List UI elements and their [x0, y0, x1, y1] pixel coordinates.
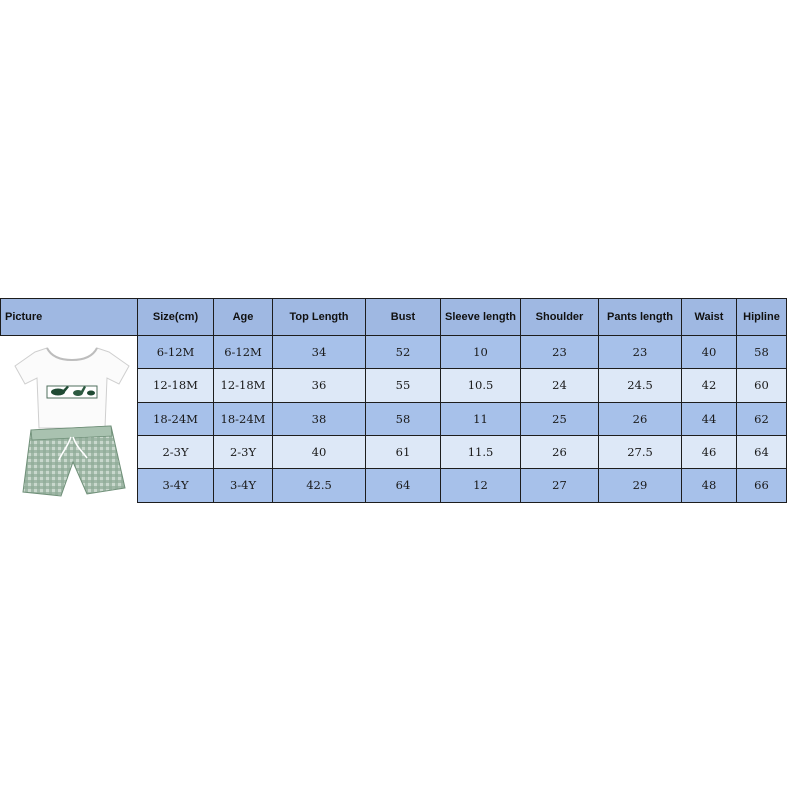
cell-size: 3-4Y	[138, 469, 214, 502]
cell-sleeve-length: 10	[441, 336, 521, 369]
cell-shoulder: 26	[521, 435, 599, 468]
cell-shoulder: 24	[521, 369, 599, 402]
cell-bust: 64	[366, 469, 441, 502]
header-shoulder: Shoulder	[521, 299, 599, 336]
header-row	[1, 299, 787, 336]
cell-top-length: 42.5	[273, 469, 366, 502]
cell-sleeve-length: 12	[441, 469, 521, 502]
cell-hipline: 64	[737, 435, 787, 468]
cell-sleeve-length: 10.5	[441, 369, 521, 402]
cell-top-length: 40	[273, 435, 366, 468]
cell-waist: 48	[682, 469, 737, 502]
header-hipline: Hipline	[737, 299, 787, 336]
header-sleeve-length: Sleeve length	[441, 299, 521, 336]
tshirt-and-shorts-image	[1, 336, 137, 502]
header-picture: Picture	[1, 299, 138, 336]
cell-age: 2-3Y	[214, 435, 273, 468]
cell-pants-length: 26	[599, 402, 682, 435]
header-size: Size(cm)	[138, 299, 214, 336]
cell-shoulder: 27	[521, 469, 599, 502]
cell-age: 18-24M	[214, 402, 273, 435]
cell-pants-length: 29	[599, 469, 682, 502]
cell-bust: 61	[366, 435, 441, 468]
picture-cell	[1, 336, 138, 503]
cell-hipline: 60	[737, 369, 787, 402]
table-row	[1, 336, 787, 369]
cell-pants-length: 23	[599, 336, 682, 369]
cell-size: 12-18M	[138, 369, 214, 402]
cell-bust: 58	[366, 402, 441, 435]
cell-top-length: 38	[273, 402, 366, 435]
product-image	[1, 336, 137, 502]
cell-shoulder: 23	[521, 336, 599, 369]
cell-sleeve-length: 11.5	[441, 435, 521, 468]
cell-waist: 42	[682, 369, 737, 402]
cell-hipline: 58	[737, 336, 787, 369]
header-age: Age	[214, 299, 273, 336]
cell-size: 18-24M	[138, 402, 214, 435]
cell-size: 6-12M	[138, 336, 214, 369]
cell-age: 6-12M	[214, 336, 273, 369]
cell-pants-length: 27.5	[599, 435, 682, 468]
cell-age: 3-4Y	[214, 469, 273, 502]
cell-shoulder: 25	[521, 402, 599, 435]
cell-sleeve-length: 11	[441, 402, 521, 435]
cell-bust: 52	[366, 336, 441, 369]
cell-waist: 46	[682, 435, 737, 468]
cell-top-length: 36	[273, 369, 366, 402]
cell-waist: 44	[682, 402, 737, 435]
header-bust: Bust	[366, 299, 441, 336]
cell-age: 12-18M	[214, 369, 273, 402]
header-waist: Waist	[682, 299, 737, 336]
cell-hipline: 66	[737, 469, 787, 502]
tshirt-icon	[15, 348, 129, 428]
cell-hipline: 62	[737, 402, 787, 435]
size-chart-table	[0, 298, 787, 503]
header-pants-length: Pants length	[599, 299, 682, 336]
cell-top-length: 34	[273, 336, 366, 369]
cell-pants-length: 24.5	[599, 369, 682, 402]
cell-bust: 55	[366, 369, 441, 402]
header-top-length: Top Length	[273, 299, 366, 336]
shorts-icon	[23, 426, 125, 496]
cell-waist: 40	[682, 336, 737, 369]
cell-size: 2-3Y	[138, 435, 214, 468]
